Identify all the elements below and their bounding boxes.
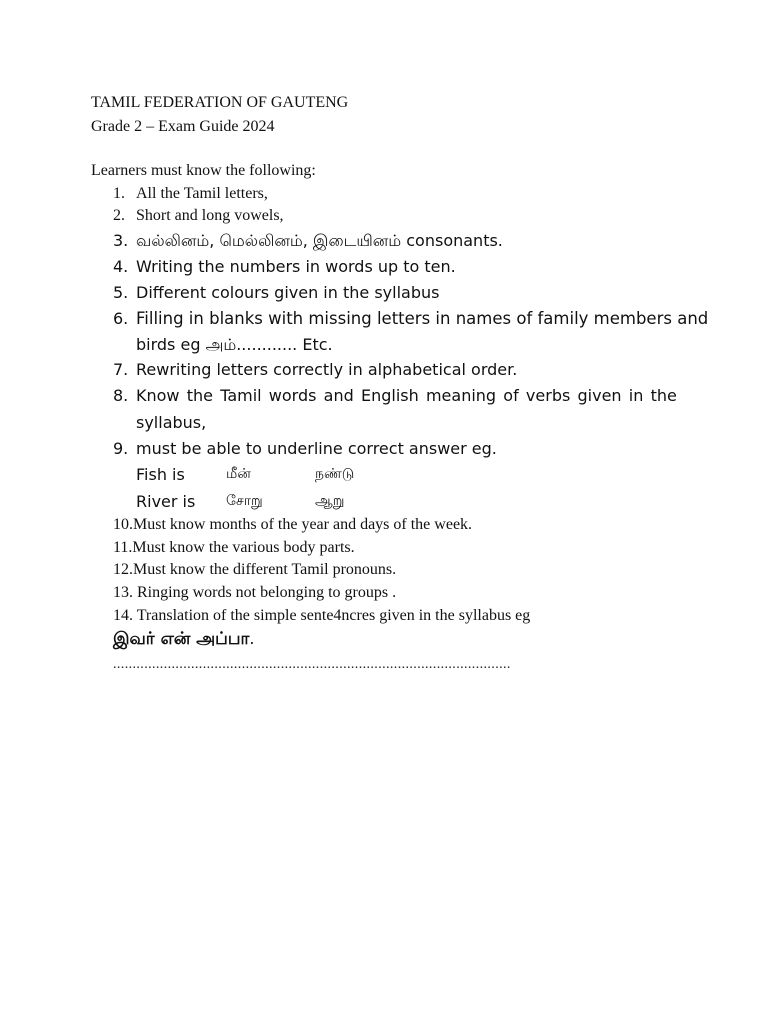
- sentence-period: .: [249, 629, 255, 648]
- answer-option: சோறு: [226, 493, 263, 509]
- word: Know: [136, 386, 180, 405]
- word: Tamil: [220, 386, 262, 405]
- list-number: 6.: [113, 309, 129, 328]
- translation-example: [113, 629, 254, 651]
- word: verbs: [525, 386, 571, 405]
- list-item: Rewriting letters correctly in alphabetical order.: [136, 360, 518, 379]
- list-number: 4.: [113, 257, 129, 276]
- organization-title: TAMIL FEDERATION OF GAUTENG: [91, 94, 349, 111]
- example-label: Fish is: [136, 465, 185, 484]
- word: meaning: [425, 386, 497, 405]
- list-item: 13. Ringing words not belonging to groups .: [113, 584, 397, 601]
- list-item: must be able to underline correct answer eg.: [136, 439, 497, 458]
- word: words: [268, 386, 317, 405]
- list-item: Writing the numbers in words up to ten.: [136, 257, 456, 276]
- list-item: வல்லினம், மெல்லினம், இடையினம் consonants.: [136, 231, 503, 250]
- list-item: 12.Must know the different Tamil pronouns.: [113, 561, 397, 578]
- list-item: All the Tamil letters,: [136, 185, 268, 202]
- word: in: [628, 386, 644, 405]
- list-number: 8.: [113, 386, 129, 405]
- list-item: Different colours given in the syllabus: [136, 283, 440, 302]
- list-number: 9.: [113, 439, 129, 458]
- word: the: [186, 386, 213, 405]
- answer-line: ......................................................................................................: [113, 657, 511, 672]
- answer-option: ஆறு: [315, 493, 345, 509]
- word: the: [650, 386, 677, 405]
- document-subtitle: Grade 2 – Exam Guide 2024: [91, 118, 275, 135]
- answer-option: மீன்: [226, 466, 251, 482]
- list-number: 7.: [113, 360, 129, 379]
- list-item: Short and long vowels,: [136, 207, 284, 224]
- list-item: 11.Must know the various body parts.: [113, 539, 355, 556]
- list-item-continuation: syllabus,: [136, 413, 207, 432]
- list-item-continuation: birds eg அம்............ Etc.: [136, 335, 333, 354]
- list-number: 1.: [113, 185, 125, 202]
- list-item: [136, 386, 677, 405]
- answer-option: நண்டு: [315, 466, 355, 482]
- list-item: 14. Translation of the simple sente4ncres given in the syllabus eg: [113, 607, 531, 624]
- list-item: Filling in blanks with missing letters in names of family members and: [136, 309, 709, 328]
- tamil-sentence: இவர் என் அப்பா: [113, 629, 250, 649]
- word: given: [577, 386, 622, 405]
- list-number: 2.: [113, 207, 125, 224]
- list-number: 3.: [113, 231, 129, 250]
- list-number: 5.: [113, 283, 129, 302]
- word: and: [323, 386, 354, 405]
- example-label: River is: [136, 492, 196, 511]
- word: English: [360, 386, 419, 405]
- intro-text: Learners must know the following:: [91, 162, 316, 179]
- word: of: [503, 386, 519, 405]
- list-item: 10.Must know months of the year and days of the week.: [113, 516, 473, 533]
